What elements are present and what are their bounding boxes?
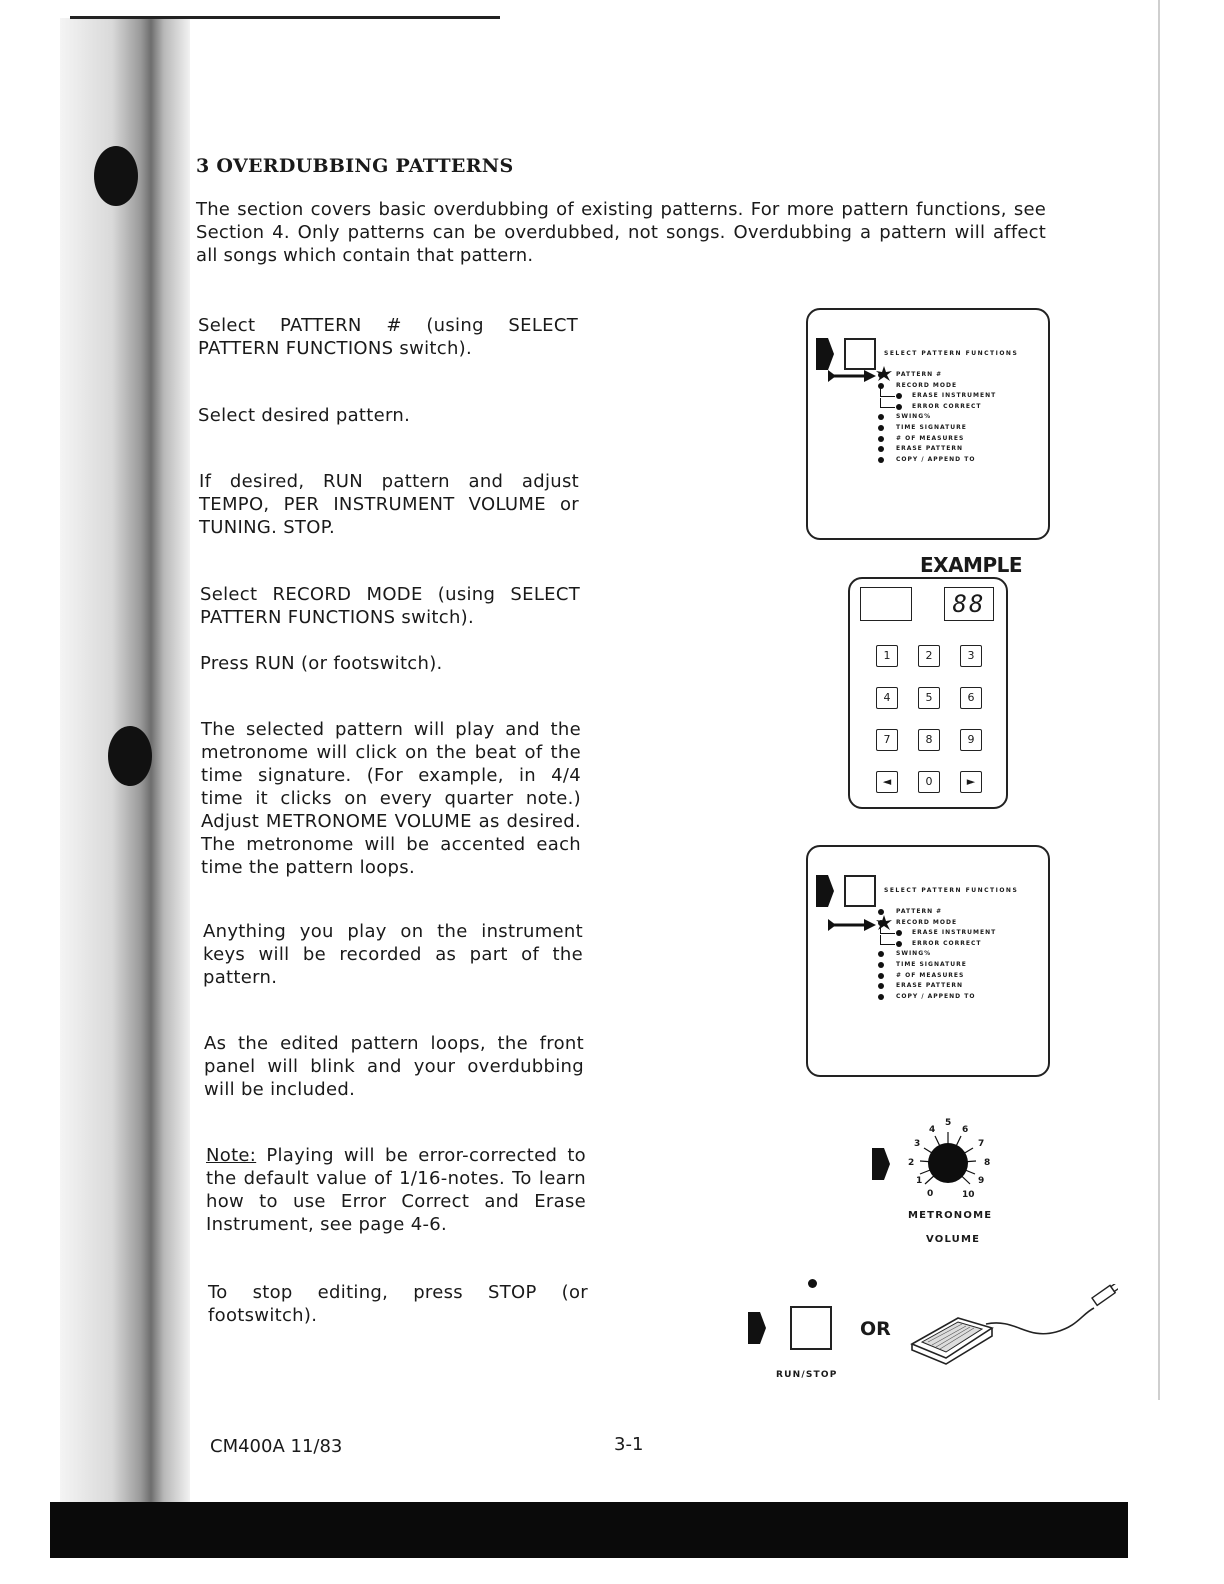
dial-label-10: 10 — [962, 1190, 975, 1200]
step-press-run: Press RUN (or footswitch). — [200, 653, 443, 674]
scan-bottom-bar — [50, 1502, 1128, 1558]
dial-label-6: 6 — [962, 1125, 969, 1135]
list-item: PATTERN # — [876, 370, 996, 381]
example-keypad — [848, 577, 1008, 809]
binder-hole-top — [94, 146, 138, 206]
select-pattern-functions-switch[interactable] — [844, 875, 876, 907]
note-label: Note: — [206, 1145, 257, 1166]
key-left-arrow[interactable]: ◄ — [876, 771, 898, 793]
list-item: COPY / APPEND TO — [876, 455, 996, 466]
step-run-adjust: If desired, RUN pattern and adjust TEMPO, PER INSTRUMENT VOLUME or TUNING. STOP. — [199, 471, 579, 538]
key-3[interactable]: 3 — [960, 645, 982, 667]
dial-label-9: 9 — [978, 1176, 985, 1186]
key-0[interactable]: 0 — [918, 771, 940, 793]
indicator-arrow-icon — [814, 873, 836, 909]
key-1[interactable]: 1 — [876, 645, 898, 667]
dial-label-7: 7 — [978, 1139, 985, 1149]
indicator-arrow-icon — [870, 1146, 892, 1182]
note-paragraph — [206, 1144, 586, 1236]
key-7[interactable]: 7 — [876, 729, 898, 751]
key-2[interactable]: 2 — [918, 645, 940, 667]
list-item: ERASE INSTRUMENT — [876, 928, 996, 939]
page-edge — [1158, 0, 1160, 1400]
key-8[interactable]: 8 — [918, 729, 940, 751]
indicator-arrow-icon — [746, 1310, 768, 1346]
metronome-label: METRONOME — [908, 1210, 993, 1221]
key-right-arrow[interactable]: ► — [960, 771, 982, 793]
note-text: Playing will be error-corrected to the default value of 1/16-notes. To learn how to use Error Correct and Erase Instrument, see page 4-6. — [206, 1145, 586, 1235]
led-display: 88 — [944, 587, 994, 621]
metronome-volume-knob[interactable] — [906, 1118, 990, 1210]
step-select-pattern: Select desired pattern. — [198, 405, 411, 426]
list-item: COPY / APPEND TO — [876, 992, 996, 1003]
step-stop-editing: To stop editing, press STOP (or footswitch). — [208, 1282, 588, 1326]
list-item: SWING% — [876, 412, 996, 423]
dial-label-5: 5 — [945, 1118, 952, 1128]
step-play-keys: Anything you play on the instrument keys will be recorded as part of the pattern. — [203, 921, 583, 988]
blank-display — [860, 587, 912, 621]
run-stop-button[interactable] — [790, 1306, 832, 1350]
run-stop-label: RUN/STOP — [776, 1370, 838, 1380]
list-item: RECORD MODE — [876, 918, 996, 929]
dial-label-4: 4 — [929, 1125, 936, 1135]
dial-label-0: 0 — [927, 1189, 934, 1199]
list-item: TIME SIGNATURE — [876, 960, 996, 971]
top-rule — [70, 16, 500, 19]
list-item: ERASE PATTERN — [876, 981, 996, 992]
list-item: # OF MEASURES — [876, 434, 996, 445]
key-9[interactable]: 9 — [960, 729, 982, 751]
list-item: ERASE PATTERN — [876, 444, 996, 455]
pattern-functions-panel-2 — [806, 845, 1050, 1077]
intro-paragraph: The section covers basic overdubbing of existing patterns. For more pattern functions, see Section 4. Only patterns can be overdubbed, not songs. Overdubbing a pattern will affect all songs which contain that pattern. — [196, 199, 1046, 266]
list-item: ERROR CORRECT — [876, 402, 996, 413]
dial-label-3: 3 — [914, 1139, 921, 1149]
footswitch-icon — [906, 1284, 1118, 1380]
list-item: PATTERN # — [876, 907, 996, 918]
list-item: # OF MEASURES — [876, 971, 996, 982]
binder-hole-middle — [108, 726, 152, 786]
section-title: 3 OVERDUBBING PATTERNS — [196, 155, 514, 177]
pattern-function-list — [876, 370, 996, 465]
step-select-record-mode: Select RECORD MODE (using SELECT PATTERN FUNCTIONS switch). — [200, 584, 580, 628]
key-6[interactable]: 6 — [960, 687, 982, 709]
key-5[interactable]: 5 — [918, 687, 940, 709]
list-item: ERROR CORRECT — [876, 939, 996, 950]
pattern-function-list — [876, 907, 996, 1002]
pattern-functions-panel-1 — [806, 308, 1050, 540]
step-metronome-explanation: The selected pattern will play and the metronome will click on the beat of the time signature. (For example, in 4/4 time it clicks on every quarter note.) Adjust METRONOME VOLUME as desired. The metronome will be accented each time the pattern loops. — [201, 719, 581, 878]
panel-header: SELECT PATTERN FUNCTIONS — [884, 350, 1019, 357]
list-item: ERASE INSTRUMENT — [876, 391, 996, 402]
list-item: RECORD MODE — [876, 381, 996, 392]
dial-label-8: 8 — [984, 1158, 991, 1168]
panel-header: SELECT PATTERN FUNCTIONS — [884, 887, 1019, 894]
key-4[interactable]: 4 — [876, 687, 898, 709]
dial-label-1: 1 — [916, 1176, 923, 1186]
step-pattern-loops: As the edited pattern loops, the front panel will blink and your overdubbing will be included. — [204, 1033, 584, 1100]
step-select-pattern-number: Select PATTERN # (using SELECT PATTERN FUNCTIONS switch). — [198, 315, 578, 359]
or-label: OR — [860, 1318, 891, 1340]
dial-label-2: 2 — [908, 1158, 915, 1168]
run-stop-led — [808, 1279, 817, 1288]
footer-doc-id: CM400A 11/83 — [210, 1436, 343, 1457]
list-item: TIME SIGNATURE — [876, 423, 996, 434]
volume-label: VOLUME — [926, 1234, 981, 1245]
example-label: EXAMPLE — [920, 553, 1023, 577]
footer-page-number: 3-1 — [614, 1434, 644, 1455]
list-item: SWING% — [876, 949, 996, 960]
